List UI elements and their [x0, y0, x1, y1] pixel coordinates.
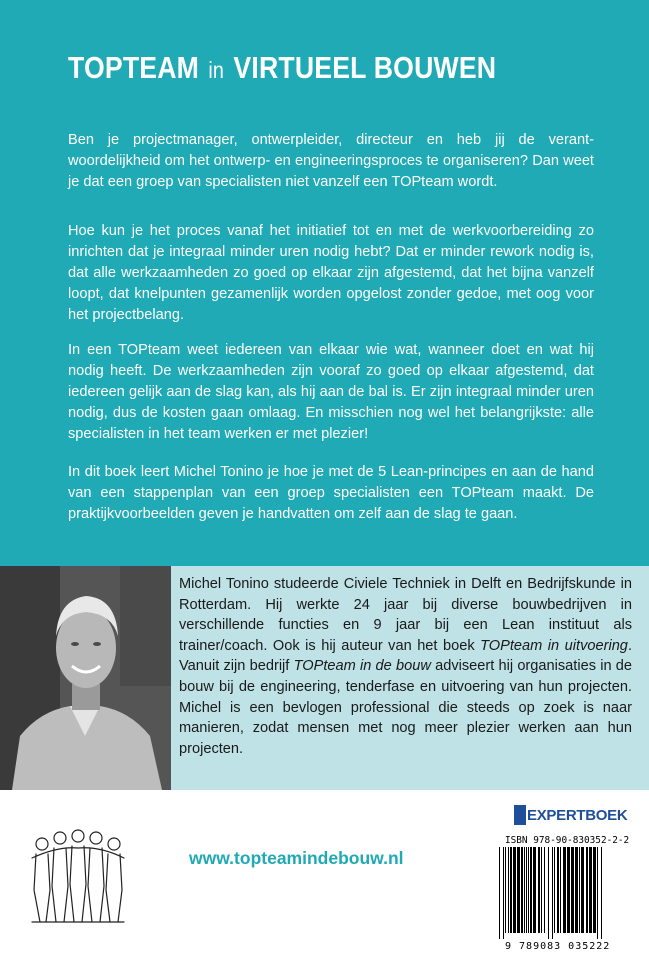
author-photo [0, 566, 171, 790]
barcode-bar [560, 847, 561, 933]
isbn-text: ISBN 978-90-830352-2-2 [505, 835, 630, 846]
bio-text-3: adviseert hij organisaties in de bouw bij de engineering, tenderfase en uitvoering van hun projecten. Michel is een bevlogen professional die steeds op zoek is naar manieren, zodat mensen met nog meer plezier werken aan hun projecten. [179, 658, 633, 757]
barcode-bar [554, 847, 555, 933]
title-part1: TOPTEAM [68, 50, 200, 85]
barcode-bar [528, 847, 529, 933]
website-url[interactable]: www.topteamindebouw.nl [189, 848, 404, 868]
team-sketch-icon [28, 822, 128, 927]
barcode-bar [524, 847, 525, 933]
barcode [497, 847, 635, 942]
barcode-bar [581, 847, 584, 933]
barcode-bar [579, 847, 580, 933]
barcode-bar [517, 847, 520, 933]
barcode-guard-bar [552, 847, 553, 939]
barcode-guard-bar [503, 847, 504, 939]
bio-text-1: Michel Tonino studeerde Civiele Techniek in Delft en Bedrijfskunde in Rotterdam. Hij werkte 24 jaar bij diverse bouwbedrijven in verschillende functies en 9 jaar bij een Lean instituut als trainer/coach. Ook is hij auteur van het boek [179, 576, 632, 654]
barcode-bar [557, 847, 559, 933]
barcode-guard-bar [548, 847, 549, 939]
author-bio [179, 574, 632, 759]
barcode-guard-bar [499, 847, 500, 939]
barcode-bar [510, 847, 512, 933]
barcode-bar [508, 847, 509, 933]
footer-area [0, 790, 649, 960]
bio-book-title: TOPteam in uitvoering [480, 637, 628, 654]
barcode-bar [521, 847, 523, 933]
barcode-guard-bar [597, 847, 598, 939]
barcode-bar [563, 847, 566, 933]
blurb-paragraph-3: In een TOPteam weet iedereen van elkaar wie wat, wanneer doet en wat hij nodig heeft. De werkzaamheden zijn vooraf zo goed op elkaar afgestemd, dat iedereen gelijk aan de slag kan, als hij aan de bal is. Er zijn integraal minder uren nodig, dus de kosten gaan omlaag. En misschien nog wel het belangrijkste: alle specialisten in het team werken er met plezier! [68, 342, 594, 442]
publisher-logo-mark [514, 805, 526, 825]
author-bio-box [171, 566, 649, 790]
barcode-bar [513, 847, 516, 933]
barcode-bar [544, 847, 545, 933]
barcode-bar [541, 847, 542, 933]
barcode-bar [505, 847, 506, 933]
book-title [68, 50, 496, 86]
barcode-bar [593, 847, 596, 933]
bio-company-name: TOPteam in de bouw [293, 658, 431, 675]
barcode-guard-bar [601, 847, 602, 939]
barcode-bar [526, 847, 527, 933]
blurb-paragraph-2: Hoe kun je het proces vanaf het initiatief tot en met de werkvoorbereiding zo inrichten dat je integraal minder uren nodig hebt? Dat er minder rework nodig is, dat alle werkzaamheden zo goed op elkaar zijn afgestemd, dat het bijna vanzelf loopt, dat knelpunten gezamenlijk worden opgelost zonder gedoe, met oog voor het projectbelang. [68, 223, 594, 323]
bio-text-2: . Vanuit zijn bedrijf [179, 637, 632, 675]
barcode-bar [586, 847, 588, 933]
barcode-bar [589, 847, 592, 933]
blurb-paragraph-4: In dit boek leert Michel Tonino je hoe je met de 5 Lean-principes en aan de hand van een stappenplan van een groep specialisten een TOPteam maakt. De praktijkvoorbeelden geven je handvatten om zelf aan de slag te gaan. [68, 464, 594, 522]
barcode-bar [575, 847, 578, 933]
title-connector: in [208, 57, 225, 83]
barcode-bar [571, 847, 574, 933]
barcode-number: 9 789083 035222 [505, 941, 611, 952]
publisher-logo [514, 805, 627, 825]
barcode-bar [533, 847, 536, 933]
blurb-paragraph-1: Ben je projectmanager, ontwerpleider, directeur en heb jij de verant-woordelijkheid om het ontwerp- en engineeringsproces te organiseren? Dan weet je dat een groep van specialisten niet vanzelf een TOPteam wordt. [68, 132, 594, 190]
barcode-bar [567, 847, 570, 933]
title-part2: VIRTUEEL BOUWEN [233, 50, 497, 85]
barcode-bar [530, 847, 532, 933]
publisher-name: EXPERTBOEK [527, 806, 628, 824]
barcode-bar [538, 847, 540, 933]
